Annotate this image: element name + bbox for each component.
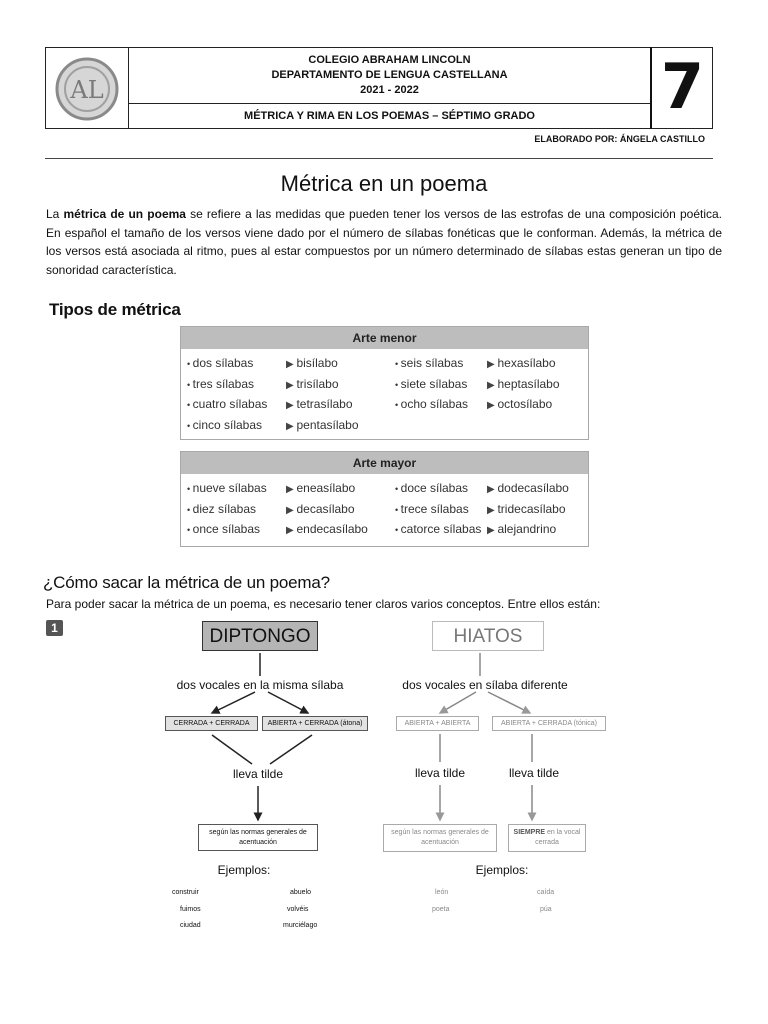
example-word: poeta [432,906,450,913]
hiatos-abierta-cerrada: ABIERTA + CERRADA (tónica) [492,716,606,731]
verse-name: ▶ trisílabo [286,376,339,391]
hiatos-abierta-abierta: ABIERTA + ABIERTA [396,716,479,731]
example-word: púa [540,906,552,913]
diptongo-abierta-cerrada: ABIERTA + CERRADA (átona) [262,716,368,731]
como-intro: Para poder sacar la métrica de un poema, es necesario tener claros varios conceptos. Entre ellos están: [46,597,601,611]
arte-menor-title: Arte menor [181,327,588,349]
tipos-heading: Tipos de métrica [49,300,181,319]
school-name: COLEGIO ABRAHAM LINCOLN [308,54,471,66]
hiatos-ejemplos-label: Ejemplos: [475,863,529,877]
svg-text:AL: AL [70,76,104,104]
step-badge: 1 [46,620,63,636]
school-year: 2021 - 2022 [360,84,419,96]
diptongo-lleva-tilde: lleva tilde [232,767,284,781]
verse-name: ▶ tetrasílabo [286,397,353,411]
example-word: ciudad [180,922,201,929]
verse-name: ▶ dodecasílabo [487,481,569,495]
page-title: Métrica en un poema [280,171,488,196]
hiatos-title: HIATOS [432,621,544,651]
example-word: caída [537,889,555,896]
diptongo-ejemplos-label: Ejemplos: [217,863,271,877]
syllable-count: • doce sílabas [395,481,469,495]
syllable-count: • siete sílabas [395,376,468,391]
example-word: volvéis [287,906,309,913]
hiatos-lleva-tilde: lleva tilde [414,766,466,780]
como-heading: ¿Cómo sacar la métrica de un poema? [43,573,330,592]
syllable-count: • diez sílabas [187,501,257,516]
intro-paragraph: La métrica de un poema se refiere a las medidas que pueden tener los versos de las estrofas de una composición poética. En español el tamaño de los versos viene dado por el número de sílabas fonéticas que le conforman. Además, la métrica de los versos está asociada al ritmo, pues al estar compuestos por un número determinado de sílabas estas generan un tipo de sonoridad característica. [46,207,722,277]
verse-name: ▶ bisílabo [286,356,338,370]
verse-name: ▶ decasílabo [286,501,355,516]
verse-name: ▶ alejandrino [487,522,557,536]
syllable-count: • catorce sílabas [395,522,482,536]
verse-name: ▶ heptasílabo [487,376,560,391]
verse-name: ▶ hexasílabo [487,356,556,370]
example-word: construir [172,889,199,896]
subject-title: MÉTRICA Y RIMA EN LOS POEMAS – SÉPTIMO GRADO [244,110,535,122]
diptongo-rule: según las normas generales de acentuación [198,824,318,851]
arte-mayor-title: Arte mayor [181,452,588,474]
syllable-count: • nueve sílabas [187,481,267,495]
syllable-count: • once sílabas [187,522,261,536]
diptongo-title: DIPTONGO [202,621,318,651]
syllable-count: • tres sílabas [187,376,255,391]
verse-name: ▶ octosílabo [487,397,553,411]
syllable-count: • trece sílabas [395,501,469,516]
diptongo-cerrada-cerrada: CERRADA + CERRADA [165,716,258,731]
diptongo-definition: dos vocales en la misma sílaba [176,678,344,692]
syllable-count: • cuatro sílabas [187,397,268,411]
verse-name: ▶ endecasílabo [286,522,368,536]
hiatos-definition: dos vocales en sílaba diferente [402,678,568,692]
syllable-count: • dos sílabas [187,356,254,370]
syllable-count: • seis sílabas [395,356,464,370]
example-word: abuelo [290,889,312,896]
syllable-count: • cinco sílabas [187,417,263,432]
grade-number: 7 [650,47,713,129]
intro-bold-term: métrica de un poema [63,207,186,221]
hiatos-rule-siempre: SIEMPRE en la vocal cerrada [508,824,586,852]
hiatos-rule-general: según las normas generales de acentuación [383,824,497,852]
verse-name: ▶ eneasílabo [286,481,356,495]
verse-name: ▶ pentasílabo [286,417,359,432]
example-word: león [435,889,449,896]
department-name: DEPARTAMENTO DE LENGUA CASTELLANA [271,69,508,81]
example-word: murciélago [283,922,318,929]
author-line: ELABORADO POR: ÁNGELA CASTILLO [534,134,705,144]
verse-name: ▶ tridecasílabo [487,501,566,516]
hiatos-lleva-tilde: lleva tilde [508,766,560,780]
syllable-count: • ocho sílabas [395,397,469,411]
example-word: fuimos [180,906,201,913]
